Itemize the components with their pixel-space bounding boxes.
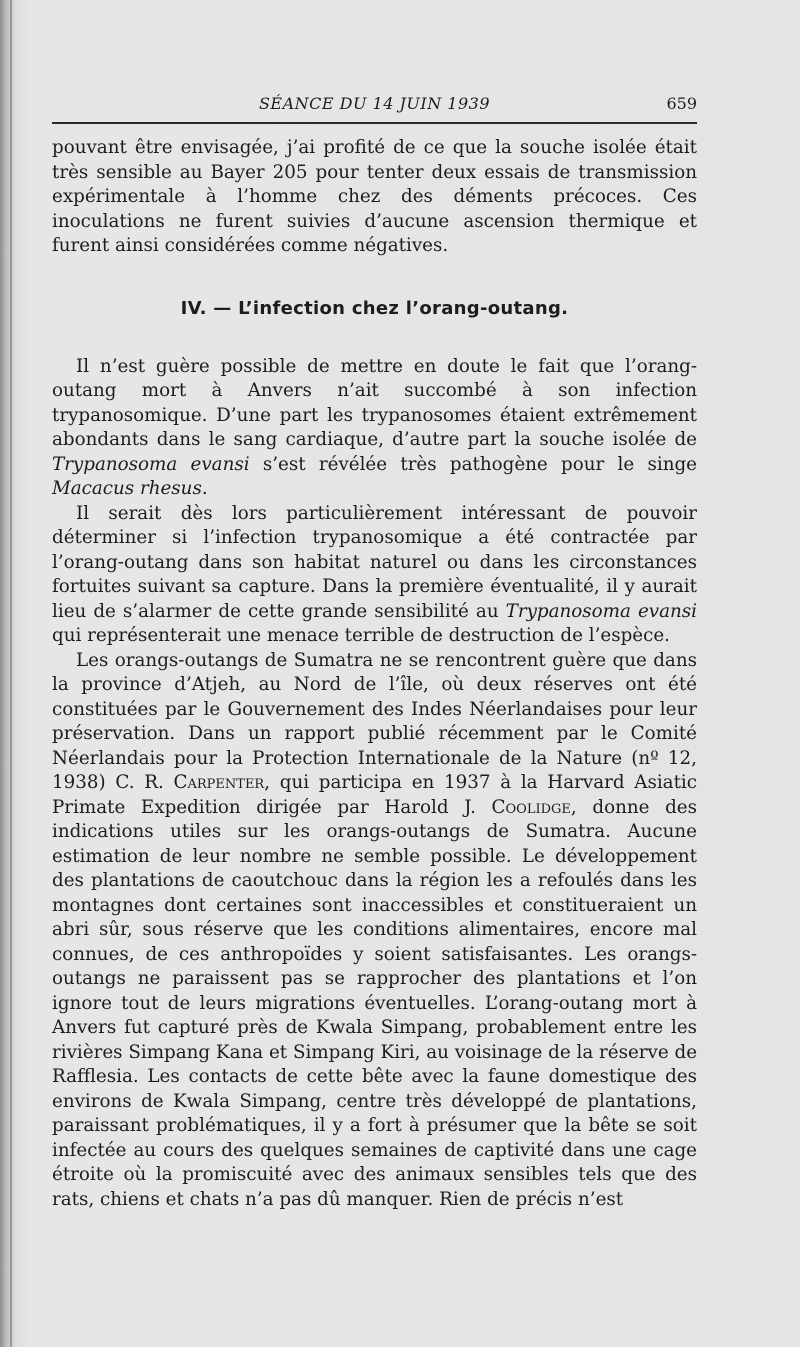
running-head-title: SÉANCE DU 14 JUIN 1939 [258, 94, 491, 113]
running-head [52, 92, 697, 118]
species-name: Macacus rhesus [52, 478, 202, 499]
body-text [52, 136, 697, 1212]
text-run: . [201, 478, 208, 499]
species-name: Trypanosoma evansi [52, 453, 250, 475]
text-run: Les orangs-outangs de Sumatra ne se rencontrent guère que dans la province d’Atjeh, au Nord de l’île, où deux réserves ont été constituées par le Gouvernement des Indes Néerlandaises pour leur préservation. Dans un rapport publié récemment par le Comité Néerlandais pour la Protection Internationale de la Nature (nº 12, 1938) C. R. [52, 649, 697, 793]
paragraph-infection-origin [52, 502, 697, 649]
species-name: Trypanosoma evansi [505, 600, 697, 622]
text-run: qui représenterait une menace terrible de destruction de l’espèce. [52, 625, 670, 646]
text-run: s’est révélée très pathogène pour le singe [249, 453, 697, 475]
page-number: 659 [666, 94, 697, 113]
author-name: Coolidge [491, 796, 571, 818]
section-heading: IV. — L’infection chez l’orang-outang. [180, 297, 569, 319]
paragraph-sumatra-habitat [52, 649, 697, 1213]
binding-gutter [10, 0, 12, 1347]
header-rule [52, 122, 697, 124]
text-run: , donne des indications utiles sur les orangs-outangs de Sumatra. Aucune estimation de leur nombre ne semble possible. Le développement des plantations de caoutchouc dans la région les a refoulés dans les montagnes dont certaines sont inaccessibles et constitueraient un abri sûr, sous réserve que les conditions alimentaires, encore mal connues, de ces anthropoïdes y soient satisfaisantes. Les orangs-outangs ne paraissent pas se rapprocher des plantations et l’on ignore tout de leurs migrations éventuelles. L’orang-outang mort à Anvers fut capturé près de Kwala Simpang, probablement entre les rivières Simpang Kana et Simpang Kiri, au voisinage de la réserve de Rafflesia. Les contacts de cette bête avec la faune domestique des environs de Kwala Simpang, centre très développé de plantations, paraissant problématiques, il y a fort à présumer que la bête se soit infectée au cours des quelques semaines de captivité dans une cage étroite où la promiscuité avec des animaux sensibles tels que des rats, chiens et chats n’a pas dû manquer. Rien de précis n’est [52, 796, 698, 1210]
paragraph-continuation: pouvant être envisagée, j’ai profité de ce que la souche isolée était très sensible au Bayer 205 pour tenter deux essais de transmission expérimentale à l’homme chez des déments précoces. Ces inoculations ne furent suivies d’aucune ascension thermique et furent ainsi considérées comme négatives. [52, 137, 697, 256]
text-run: Il n’est guère possible de mettre en doute le fait que l’orang-outang mort à Anvers n’ait succombé à son infection trypanosomique. D’une part les trypanosomes étaient extrêmement abondants dans le sang cardiaque, d’autre part la souche isolée de [52, 355, 697, 450]
text-run: Il serait dès lors particulièrement intéressant de pouvoir déterminer si l’infection trypanosomique a été contractée par l’orang-outang dans son habitat naturel ou dans les circonstances fortuites suivant sa capture. Dans la première éventualité, il y aurait lieu de s’alarmer de cette grande sensibilité au [52, 502, 697, 622]
author-name: Carpenter [173, 772, 265, 793]
paragraph-orang-outang-death [52, 355, 697, 502]
text-run: , qui participa en 1937 à la Harvard Asiatic Primate Expedition dirigée par Harold J. [52, 772, 697, 818]
